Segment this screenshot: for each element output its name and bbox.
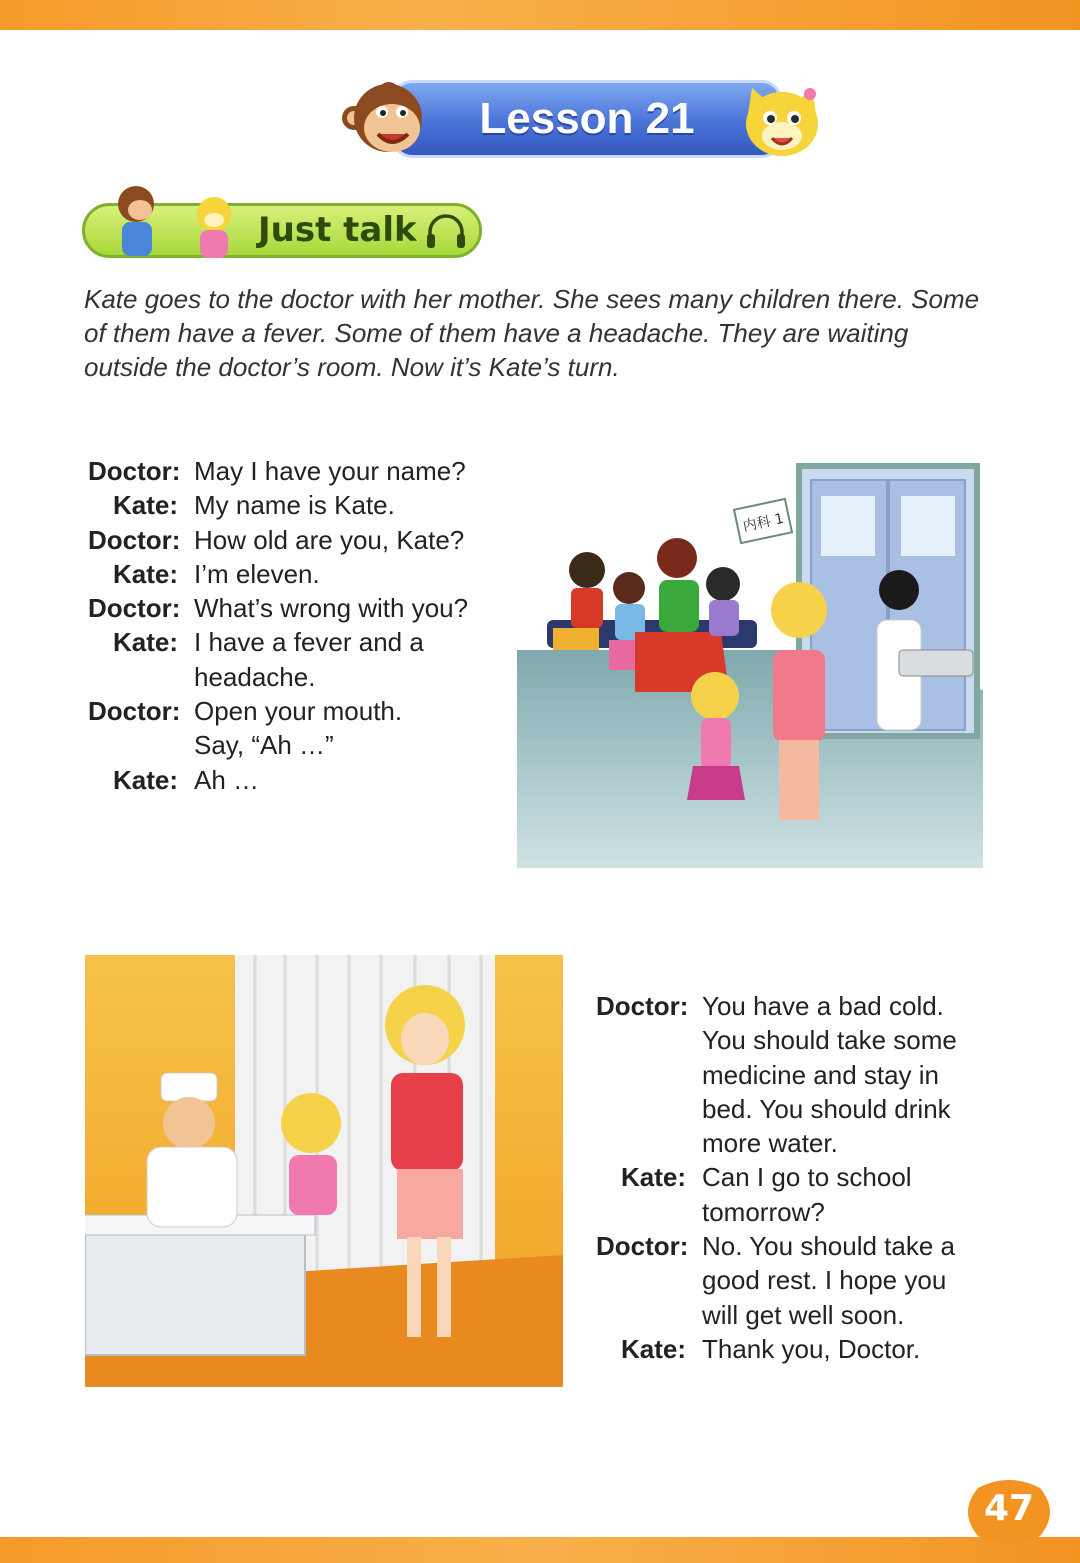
speaker-name: [596, 1023, 702, 1057]
dialog-line: [596, 1298, 996, 1332]
speaker-name: Kate:: [112, 558, 178, 589]
speech-text: What’s wrong with you?: [194, 593, 469, 624]
speech-text: good rest. I hope you: [702, 1265, 947, 1296]
speaker-name: [596, 1092, 702, 1126]
speaker-name: Doctor:: [88, 524, 181, 555]
speaker-name: Kate:: [112, 627, 178, 658]
door-sign-text: 内科 1: [741, 510, 786, 536]
speech-text: bed. You should drink: [702, 1093, 951, 1124]
intro-paragraph: Kate goes to the doctor with her mother. She sees many children there. Some of them have a fever. Some of them have a headache. They are waiting outside the doctor’s room. Now it’s Kate’s turn.: [84, 284, 980, 382]
dialog-line: [88, 625, 498, 659]
speaker-name: Doctor:: [596, 991, 689, 1021]
dialog-line: [88, 660, 498, 694]
speaker-name: Doctor:: [88, 696, 181, 727]
dialog-line: [596, 1229, 996, 1263]
speech-text: Open your mouth.: [194, 696, 403, 727]
doctor-office-illustration: [85, 955, 563, 1387]
lesson-banner: [392, 80, 782, 158]
monkey-face-icon: [340, 78, 430, 160]
dialog-part-2: [596, 989, 996, 1366]
dialog-line: [88, 488, 498, 522]
speech-text: How old are you, Kate?: [194, 524, 465, 555]
dialog-line: [596, 1092, 996, 1126]
dialog-line: [596, 1126, 996, 1160]
speaker-name: [596, 1263, 702, 1297]
speech-text: Can I go to school: [702, 1162, 912, 1193]
speaker-name: [596, 1126, 702, 1160]
dialog-line: [88, 557, 498, 591]
speaker-name: Kate:: [620, 1333, 686, 1364]
dialog-line: [596, 1195, 996, 1229]
dialog-part-1: [88, 454, 498, 797]
speech-text: Say, “Ah …”: [194, 730, 334, 761]
speaker-name: Doctor:: [88, 593, 181, 624]
bottom-decorative-band: [0, 1537, 1080, 1563]
page-number: 47: [983, 1488, 1035, 1529]
speech-text: I’m eleven.: [194, 558, 320, 589]
speaker-name: Kate:: [112, 490, 178, 521]
section-title: Just talk: [258, 210, 417, 250]
dialog-line: [88, 523, 498, 557]
lesson-title: Lesson 21: [479, 94, 695, 143]
speech-text: You have a bad cold.: [702, 991, 944, 1021]
dialog-line: [596, 989, 996, 1023]
speech-text: No. You should take a: [702, 1231, 955, 1262]
cat-face-icon: [738, 78, 826, 160]
speaker-name: Kate:: [620, 1162, 686, 1193]
speaker-name: [88, 660, 194, 694]
speaker-name: [596, 1058, 702, 1092]
top-decorative-band: [0, 0, 1080, 30]
dialog-line: [596, 1160, 996, 1194]
monkey-and-cat-kids-icon: [96, 178, 256, 262]
dialog-line: [88, 728, 498, 762]
speaker-name: Doctor:: [88, 456, 181, 486]
dialog-line: [596, 1058, 996, 1092]
dialog-line: [596, 1023, 996, 1057]
speech-text: more water.: [702, 1128, 838, 1159]
speech-text: headache.: [194, 661, 316, 692]
speech-text: tomorrow?: [702, 1196, 825, 1227]
dialog-line: [88, 591, 498, 625]
speech-text: medicine and stay in: [702, 1059, 940, 1090]
dialog-line: [596, 1332, 996, 1366]
speech-text: You should take some: [702, 1025, 957, 1056]
dialog-line: [596, 1263, 996, 1297]
speaker-name: Kate:: [112, 764, 178, 795]
speaker-name: [596, 1195, 702, 1229]
dialog-line: [88, 454, 498, 488]
speaker-name: Doctor:: [596, 1231, 689, 1262]
speech-text: May I have your name?: [194, 456, 466, 486]
speech-text: Ah …: [194, 764, 260, 795]
speaker-name: [88, 728, 194, 762]
speech-text: My name is Kate.: [194, 490, 395, 521]
waiting-room-illustration: [517, 460, 983, 868]
dialog-line: [88, 694, 498, 728]
headphone-icon[interactable]: [424, 214, 468, 250]
speech-text: Thank you, Doctor.: [702, 1333, 921, 1364]
dialog-line: [88, 763, 498, 797]
speech-text: I have a fever and a: [194, 627, 424, 658]
speech-text: will get well soon.: [702, 1299, 905, 1330]
speaker-name: [596, 1298, 702, 1332]
